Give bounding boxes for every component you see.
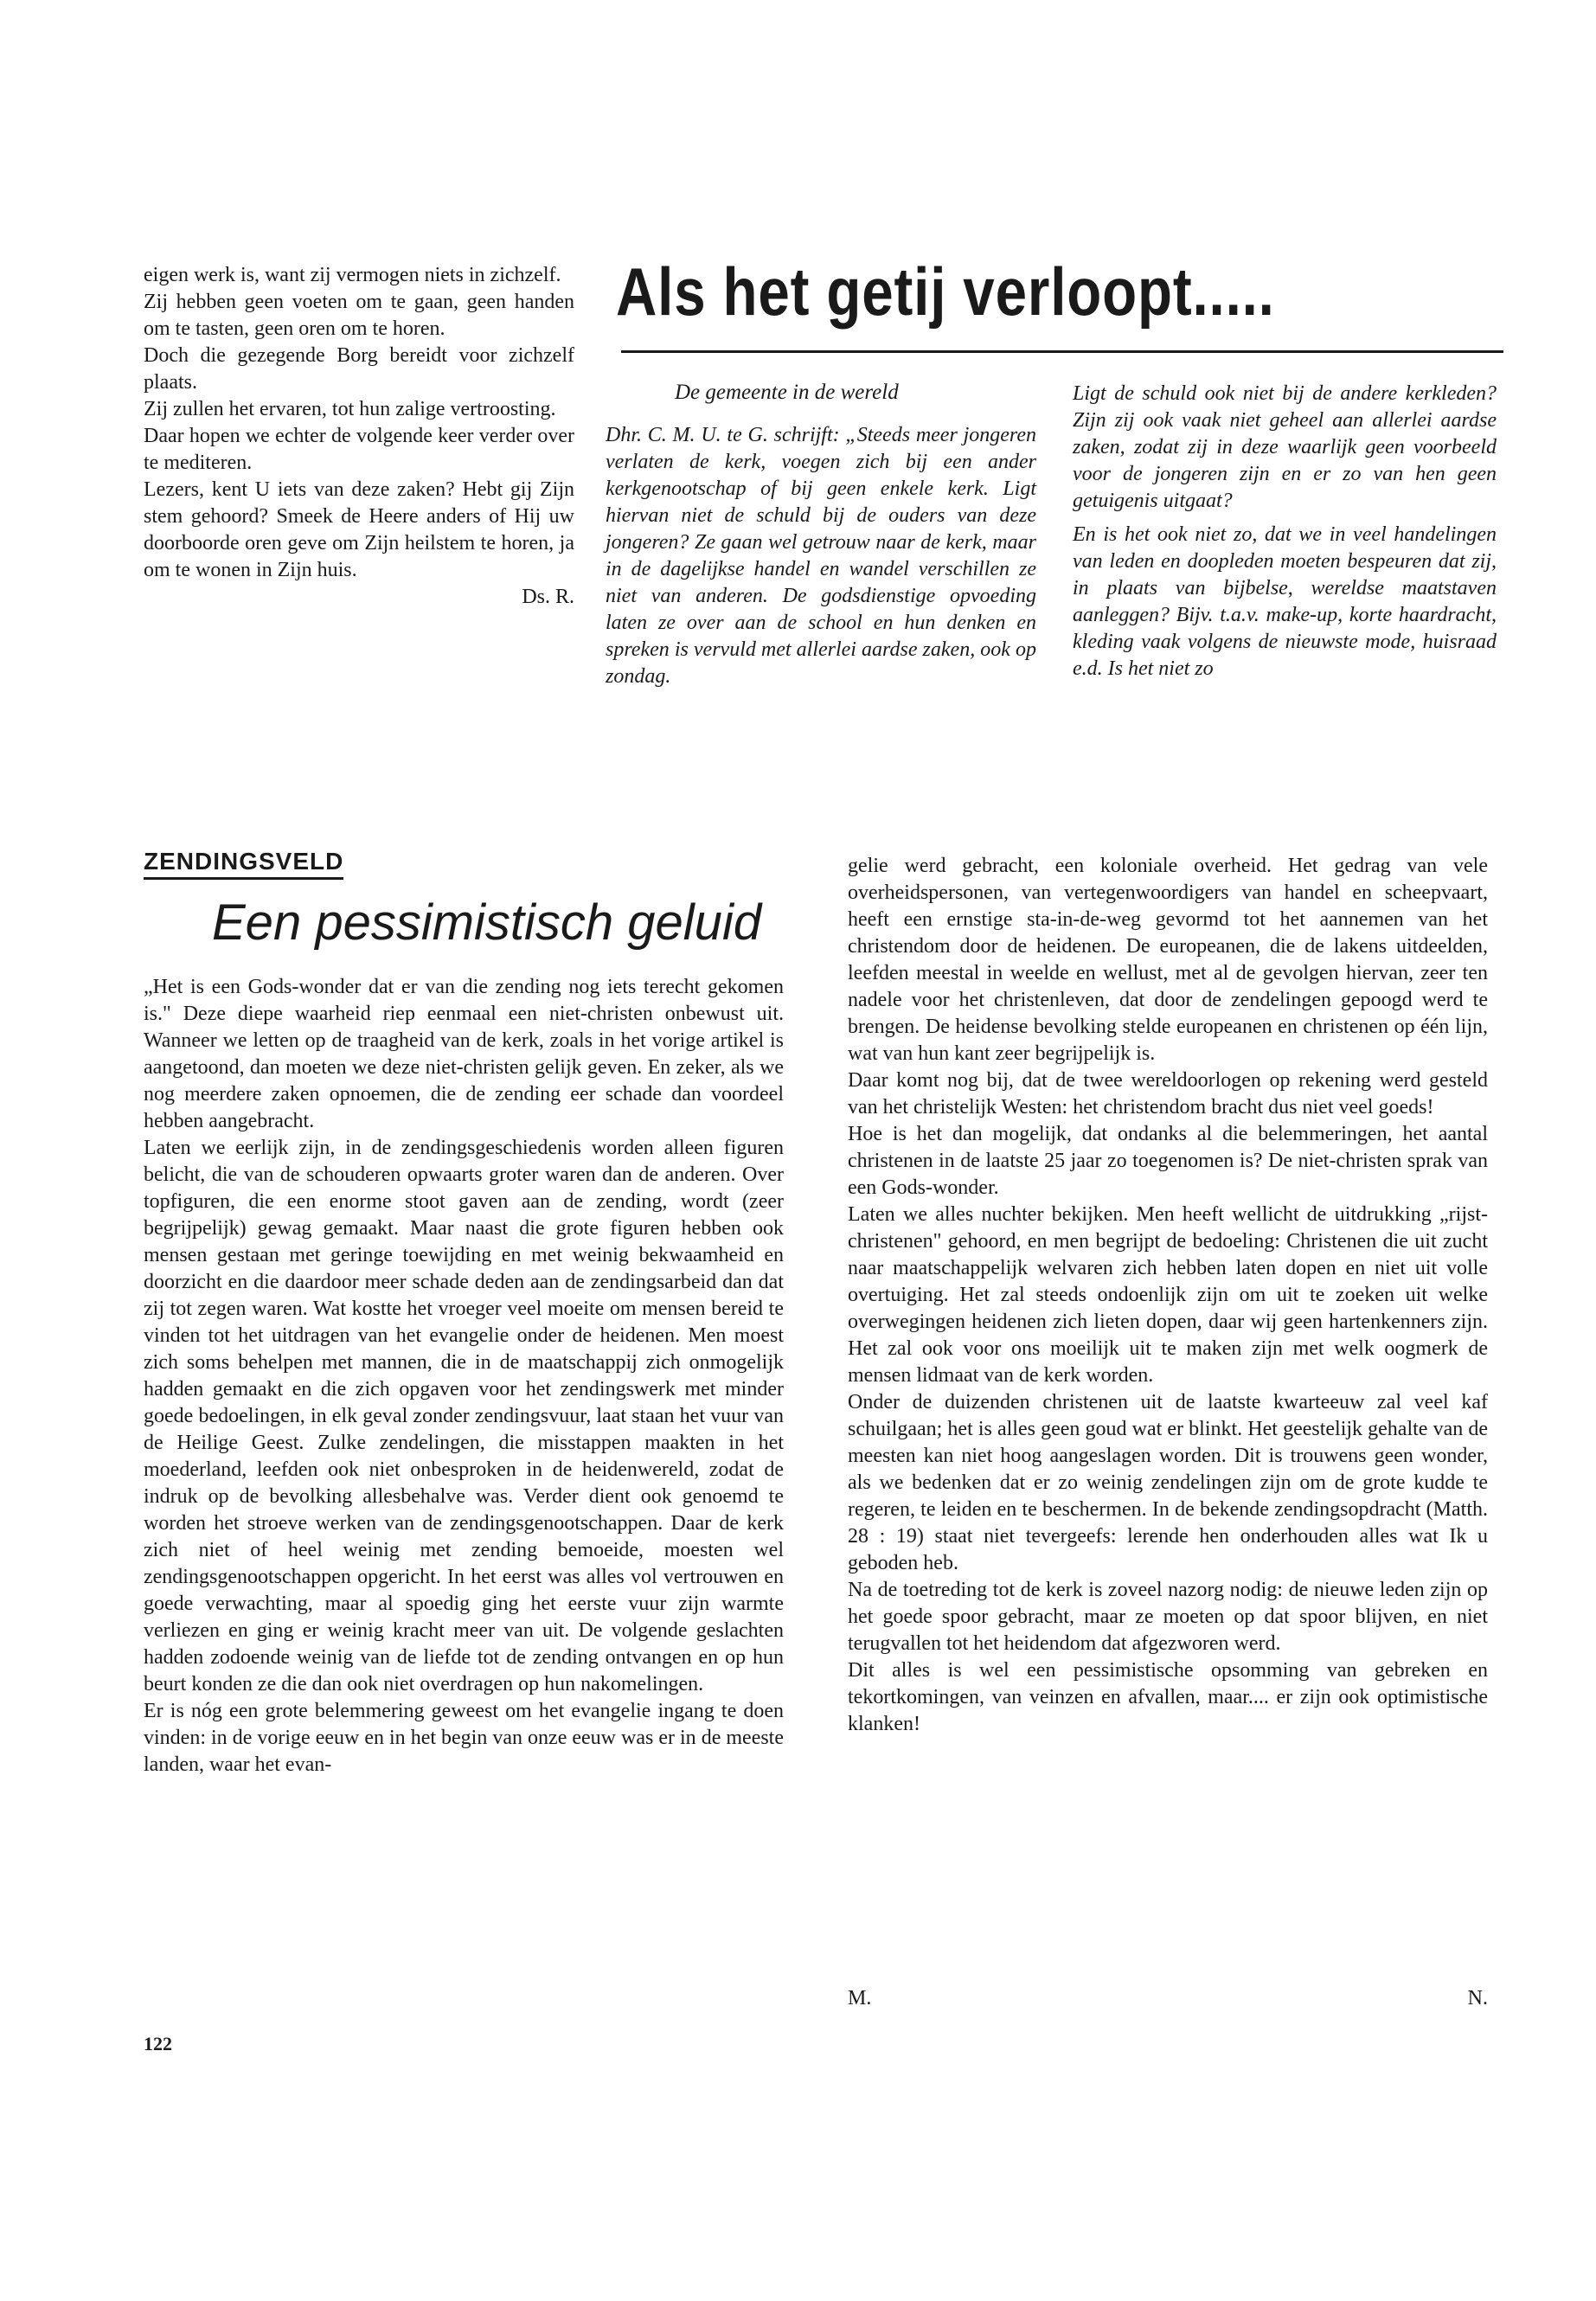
paragraph: Ligt de schuld ook niet bij de andere kerkleden? Zijn zij ook vaak niet geheel aan allerlei aardse zaken, zodat zij in deze waarlijk geen voorbeeld voor de jongeren zijn en er zo van hen geen getuigenis uitgaat? <box>1073 382 1497 512</box>
paragraph: Hoe is het dan mogelijk, dat ondanks al die belemmeringen, het aantal christenen in de laatste 25 jaar zo toegenomen is? De niet-christen sprak van een Gods-wonder. <box>848 1123 1488 1199</box>
paragraph: Lezers, kent U iets van deze zaken? Hebt gij Zijn stem gehoord? Smeek de Heere anders of Hij uw doorboorde oren geve om Zijn heilstem te horen, ja om te wonen in Zijn huis. <box>144 478 574 581</box>
initial-m: M. <box>848 1987 872 2009</box>
paragraph: Daar hopen we echter de volgende keer verder over te mediteren. <box>144 425 574 474</box>
initial-n: N. <box>1467 1987 1488 2009</box>
paragraph: „Het is een Gods-wonder dat er van die zending nog iets terecht gekomen is." Deze diepe waarheid riep eenmaal een niet-christen onbewust uit. Wanneer we letten op de traagheid van de kerk, zoals in het vorige artikel is aangetoond, dan moeten we deze niet-christen gelijk geven. En zeker, als we nog meerdere zaken opnoemen, die de zending eer schade dan voordeel hebben aangebracht. <box>144 976 784 1132</box>
paragraph: Doch die gezegende Borg bereidt voor zichzelf plaats. <box>144 344 574 394</box>
section-label: ZENDINGSVELD <box>144 848 343 880</box>
paragraph: Laten we alles nuchter bekijken. Men heeft wellicht de uitdrukking „rijst-christenen" gehoord, en men begrijpt de bedoeling: Christenen die uit zucht naar maatschappelijk welvaren zich hebben laten dopen en niet uit volle overtuiging. Het zal steeds ondoenlijk zijn om uit te zoeken uit welke overwegingen heidenen zich lieten dopen, daar wij geen hartenkenners zijn. Het zal ook voor ons moeilijk uit te maken zijn met welk oogmerk de mensen lidmaat van de kerk worden. <box>848 1203 1488 1387</box>
paragraph: Dhr. C. M. U. te G. schrijft: „Steeds meer jongeren verlaten de kerk, voegen zich bij een ander kerkgenootschap of bij geen enkele kerk. Ligt hiervan niet de schuld bij de ouders van deze jongeren? Ze gaan wel getrouw naar de kerk, maar in de dagelijkse handel en wandel verschillen ze niet van anderen. De godsdienstige opvoeding laten ze over aan de school en hun denken en spreken is vervuld met allerlei aardse zaken, ook op zondag. <box>606 424 1036 688</box>
paragraph: eigen werk is, want zij vermogen niets in zichzelf. <box>144 264 561 286</box>
paragraph: Er is nóg een grote belemmering geweest om het evangelie ingang te doen vinden: in de vorige eeuw en in het begin van onze eeuw was er in de meeste landen, waar het evan- <box>144 1700 784 1776</box>
page-number: 122 <box>144 2033 172 2054</box>
paragraph: gelie werd gebracht, een koloniale overheid. Het gedrag van vele overheidspersonen, van vertegenwoordigers van handel en scheepvaart, heeft een ernstige sta-in-de-weg gevormd tot het aannemen van het christendom door de heidenen. De europeanen, die de lakens uitdeelden, leefden meestal in weelde en wellust, met al de gevolgen hiervan, zeer ten nadele voor het christenleven, dat door de zendelingen gepoogd werd te brengen. De heidense bevolking stelde europeanen en christenen op één lijn, wat van hun kant zeer begrijpelijk is. <box>848 855 1488 1065</box>
paragraph: En is het ook niet zo, dat we in veel handelingen van leden en doopleden moeten bespeuren dat zij, in plaats van bijbelse, wereldse maatstaven aanleggen? Bijv. t.a.v. make-up, korte haardracht, kleding vaak volgens de nieuwste mode, huisraad e.d. Is het niet zo <box>1073 523 1497 680</box>
article1-column-1 <box>606 422 1036 690</box>
paragraph: Dit alles is wel een pessimistische opsomming van gebreken en tekortkomingen, van veinzen en afvallen, maar.... er zijn ook optimistische klanken! <box>848 1659 1488 1735</box>
article-title: Een pessimistisch geluid <box>212 894 762 951</box>
article1-column-2 <box>1073 381 1497 683</box>
paragraph: Zij zullen het ervaren, tot hun zalige vertroosting. <box>144 398 556 420</box>
article-subtitle: De gemeente in de wereld <box>675 381 899 404</box>
author-signature: Ds. R. <box>522 586 574 608</box>
headline-rule <box>621 350 1503 353</box>
paragraph: Onder de duizenden christenen uit de laatste kwarteeuw zal veel kaf schuilgaan; het is alles geen goud wat er blinkt. Het geestelijk gehalte van de meesten kan niet hoog aangeslagen worden. Dit is trouwens geen wonder, als we bedenken dat er zo weinig zendelingen zijn om de grote kudde te regeren, te leiden en te beschermen. In de bekende zendingsopdracht (Matth. 28 : 19) staat niet tevergeefs: lerende hen onderhouden alles wat Ik u geboden heb. <box>848 1391 1488 1574</box>
paragraph: Daar komt nog bij, dat de twee wereldoorlogen op rekening werd gesteld van het christelijk Westen: het christendom bracht dus niet veel goeds! <box>848 1069 1488 1118</box>
previous-article-column <box>144 262 574 611</box>
headline: Als het getij verloopt..... <box>616 253 1275 330</box>
article2-right-column <box>848 853 1488 1738</box>
paragraph: Na de toetreding tot de kerk is zoveel nazorg nodig: de nieuwe leden zijn op het goede spoor gebracht, maar ze moeten op dat spoor blijven, en niet terugvallen tot het heidendom dat afgezworen werd. <box>848 1579 1488 1655</box>
article2-left-column <box>144 974 784 1779</box>
paragraph: Laten we eerlijk zijn, in de zendingsgeschiedenis worden alleen figuren belicht, die van de schouderen opwaarts groter waren dan de anderen. Over topfiguren, die een enorme stoot gaven aan de zending, wordt (zeer begrijpelijk) gewag gemaakt. Maar naast die grote figuren hebben ook mensen gestaan met geringe toewijding en met weinig bekwaamheid en doorzicht en die daardoor meer schade deden aan de zendingsarbeid dan dat zij tot zegen waren. Wat kostte het vroeger veel moeite om mensen bereid te vinden tot het uitdragen van het evangelie onder de heidenen. Men moest zich soms behelpen met mannen, die in de maatschappij zich onmogelijk hadden gemaakt en die zich opgaven voor het zendingswerk met minder goede bedoelingen, in elk geval zonder zendingsvuur, laat staan het vuur van de Heilige Geest. Zulke zendelingen, die misstappen maakten in het moederland, leefden ook niet onbesproken in de heidenwereld, zodat de indruk op de bevolking allesbehalve was. Verder dient ook genoemd te worden het stroeve werken van de zendingsgenootschappen. Daar de kerk zich niet of heel weinig met zending bemoeide, moesten wel zendingsgenootschappen opgericht. In het eerst was alles vol vertrouwen en goede verwachting, maar al spoedig ging het eerste vuur zijn warmte verliezen en ging er weinig kracht meer van uit. De volgende geslachten hadden zodoende weinig van de liefde tot de zending ontvangen en op hun beurt konden ze die dan ook niet overdragen op hun nakomelingen. <box>144 1137 784 1695</box>
paragraph: Zij hebben geen voeten om te gaan, geen handen om te tasten, geen oren om te horen. <box>144 291 574 340</box>
